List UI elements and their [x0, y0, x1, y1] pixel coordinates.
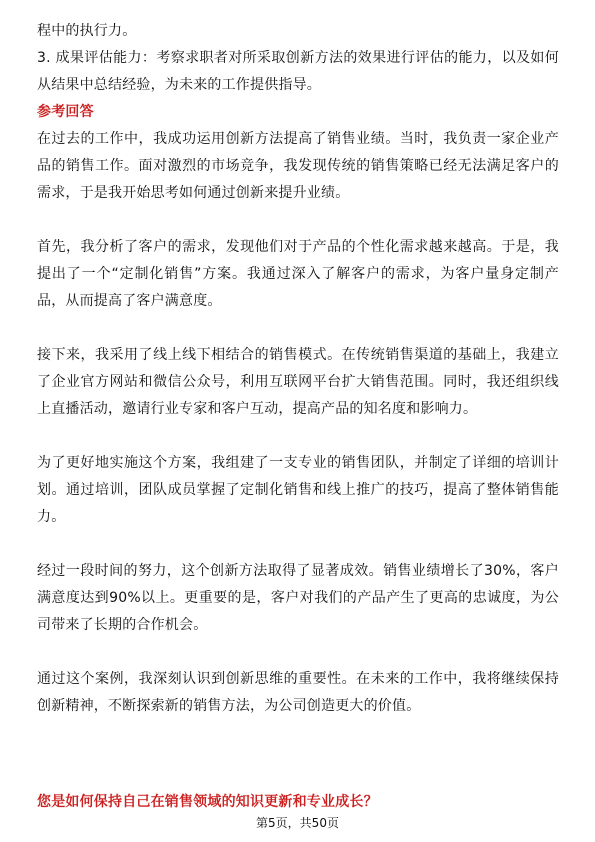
page-footer: 第5页，共50页	[256, 816, 339, 830]
answer-paragraph-1: 在过去的工作中，我成功运用创新方法提高了销售业绩。当时，我负责一家企业产品的销售工作。面对激烈的市场竞争，我发现传统的销售策略已经无法满足客户的需求，于是我开始思考如何通过创新来提升业绩。	[37, 131, 559, 201]
next-question-heading: 您是如何保持自己在销售领域的知识更新和专业成长？	[37, 794, 378, 810]
answer-paragraph-4: 为了更好地实施这个方案，我组建了一支专业的销售团队，并制定了详细的培训计划。通过培训，团队成员掌握了定制化销售和线上推广的技巧，提高了整体销售能力。	[37, 455, 559, 525]
answer-paragraph-3: 接下来，我采用了线上线下相结合的销售模式。在传统销售渠道的基础上，我建立了企业官方网站和微信公众号，利用互联网平台扩大销售范围。同时，我还组织线上直播活动，邀请行业专家和客户互动，提高产品的知名度和影响力。	[37, 347, 559, 417]
criteria-item-3: 3. 成果评估能力：考察求职者对所采取创新方法的效果进行评估的能力，以及如何从结果中总结经验，为未来的工作提供指导。	[37, 50, 559, 93]
page-content	[37, 18, 559, 720]
answer-paragraph-6: 通过这个案例，我深刻认识到创新思维的重要性。在未来的工作中，我将继续保持创新精神，不断探索新的销售方法，为公司创造更大的价值。	[37, 671, 559, 714]
answer-heading: 参考回答	[37, 104, 94, 120]
answer-paragraph-2: 首先，我分析了客户的需求，发现他们对于产品的个性化需求越来越高。于是，我提出了一个“定制化销售”方案。我通过深入了解客户的需求，为客户量身定制产品，从而提高了客户满意度。	[37, 239, 559, 309]
answer-paragraph-5: 经过一段时间的努力，这个创新方法取得了显著成效。销售业绩增长了30%，客户满意度达到90%以上。更重要的是，客户对我们的产品产生了更高的忠诚度，为公司带来了长期的合作机会。	[37, 563, 559, 633]
criteria-tail: 程中的执行力。	[37, 23, 137, 39]
